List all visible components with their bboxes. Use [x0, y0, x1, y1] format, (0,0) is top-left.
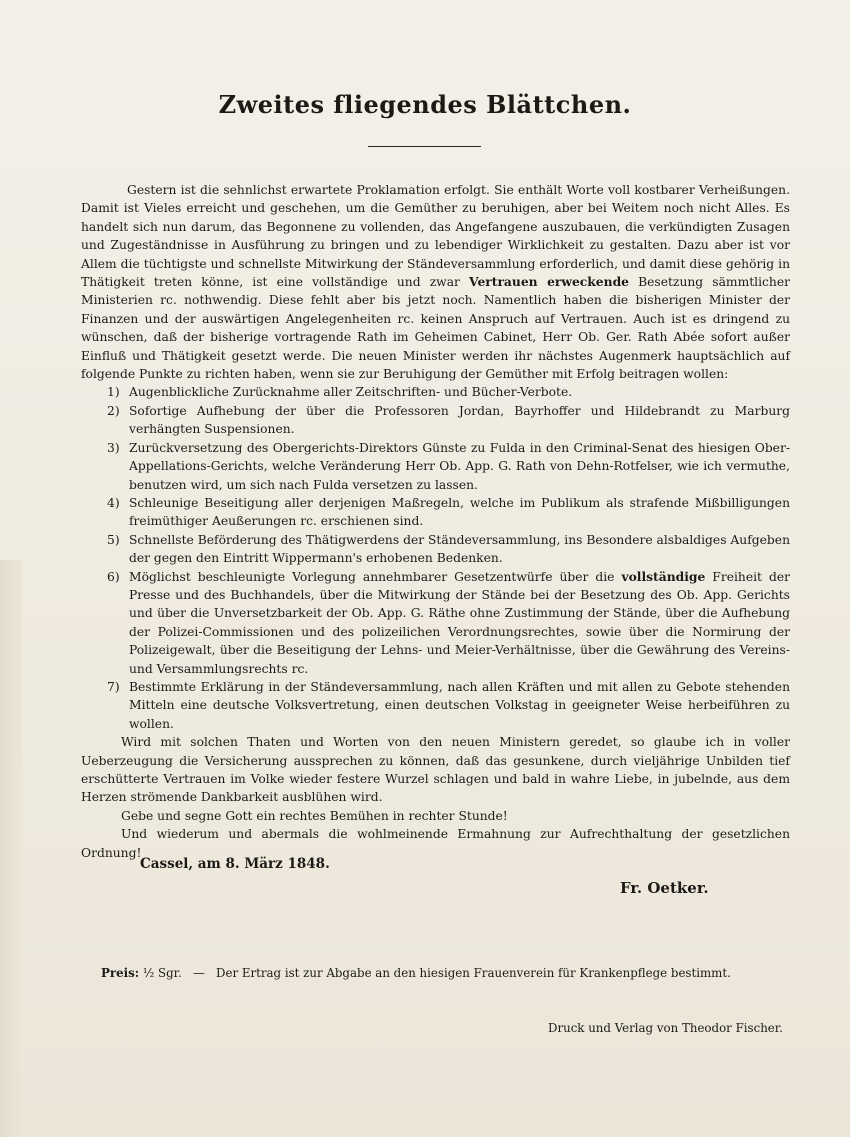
price-note: Der Ertrag ist zur Abgabe an den hiesigen Frauenverein für Krankenpflege bestimmt.	[216, 966, 731, 980]
document-body	[81, 181, 790, 862]
admonition-line: Und wiederum und abermals die wohlmeinende Ermahnung zur Aufrechthaltung der gesetzlichen Ordnung!	[81, 827, 790, 860]
intro-paragraph	[81, 181, 790, 383]
closing-paragraph: Wird mit solchen Thaten und Worten von den neuen Ministern geredet, so glaube ich in voller Ueberzeugung die Versicherung aussprechen zu können, daß das gesunkene, durch vieljährige Unbilden tief erschütterte Vertrauen im Volke wieder festere Wurzel schlagen und bald in wahre Liebe, in jubelnde, aus dem Herzen strömende Dankbarkeit ausblühen wird.	[81, 735, 790, 805]
closing-section	[81, 733, 790, 862]
item-text: Augenblickliche Zurücknahme aller Zeitschriften- und Bücher-Verbote.	[129, 385, 573, 400]
item-number: 7)	[107, 679, 120, 694]
list-item	[81, 383, 790, 401]
printer-imprint: Druck und Verlag von Theodor Fischer.	[548, 1021, 783, 1035]
intro-emphasis: Vertrauen erweckende	[469, 274, 629, 290]
place-and-date: Cassel, am 8. März 1848.	[140, 856, 330, 872]
author-signature: Fr. Oetker.	[620, 879, 709, 897]
list-item	[81, 439, 790, 494]
intro-text-end: Besetzung sämmtlicher Ministerien rc. nothwendig. Diese fehlt aber bis jetzt noch. Namentlich haben die bisherigen Minister der Finanzen und der auswärtigen Angelegenheiten rc. keinen Anspruch auf Vertrauen. Auch ist es dringend zu wünschen, daß der bisherige vortragende Rath im Geheimen Cabinet, Herr Ob. Ger. Rath Abée sofort außer Einfluß und Thätigkeit gesetzt werde. Die neuen Minister werden ihr nächstes Augenmerk hauptsächlich auf folgende Punkte zu richten haben, wenn sie zur Beruhigung der Gemüther mit Erfolg beitragen wollen:	[81, 275, 790, 382]
blessing-line: Gebe und segne Gott ein rechtes Bemühen in rechter Stunde!	[121, 808, 508, 823]
list-item	[81, 568, 790, 678]
item-text-end: Freiheit der Presse und des Buchhandels, über die Mitwirkung der Stände bei der Besetzung des Ob. App. Gerichts und über die Unversetzbarkeit der Ob. App. G. Räthe ohne Zustimmung der Stände, über die Aufhebung der Polizei-Commissionen und des polizeilichen Verordnungsrechtes, sowie über die Normirung der Polizeigewalt, über die Beseitigung der Lehns- und Meier-Verhältnisse, über die Gewährung des Vereins- und Versammlungsrechts rc.	[129, 569, 790, 676]
item-number: 6)	[107, 569, 120, 584]
intro-text-start: Gestern ist die sehnlichst erwartete Proklamation erfolgt. Sie enthält Worte voll kostbarer Verheißungen. Damit ist Vieles erreicht und geschehen, um die Gemüther zu beruhigen, aber bei Weitem noch nicht Alles. Es handelt sich nun darum, das Begonnene zu vollenden, das Angefangene auszubauen, die verkündigten Zusagen und Zugeständnisse in Ausführung zu bringen und zu lebendiger Wirklichkeit zu gestalten. Dazu aber ist vor Allem die tüchtigste und schnellste Mitwirkung der Ständeversammlung erforderlich, und damit diese gehörig in Thätigkeit treten könne, ist eine vollständige und zwar	[81, 183, 790, 290]
item-text: Sofortige Aufhebung der über die Professoren Jordan, Bayrhoffer und Hildebrandt zu Marburg verhängten Suspensionen.	[129, 403, 790, 437]
list-item	[81, 531, 790, 568]
price-label: Preis:	[101, 966, 140, 980]
folded-page-edge	[0, 560, 22, 1137]
item-number: 3)	[107, 440, 120, 455]
price-dash: —	[193, 966, 205, 980]
item-number: 4)	[107, 495, 120, 510]
item-text-start: Möglichst beschleunigte Vorlegung annehmbarer Gesetzentwürfe über die	[129, 569, 622, 584]
item-number: 1)	[107, 385, 120, 400]
item-text: Bestimmte Erklärung in der Ständeversammlung, nach allen Kräften und mit allen zu Gebote stehenden Mitteln eine deutsche Volksvertretung, einen deutschen Volkstag in geeigneter Weise herbeiführen zu wollen.	[129, 679, 790, 731]
title-divider	[368, 146, 481, 147]
item-emphasis: vollständige	[621, 568, 706, 584]
item-text: Schnellste Beförderung des Thätigwerdens der Ständeversammlung, ins Besondere alsbaldiges Aufgeben der gegen den Eintritt Wippermann's erhobenen Bedenken.	[129, 532, 790, 566]
list-item	[81, 402, 790, 439]
document-title: Zweites fliegendes Blättchen.	[218, 90, 632, 119]
demands-list	[81, 383, 790, 733]
list-item	[81, 678, 790, 733]
price-line	[101, 966, 801, 980]
item-number: 5)	[107, 532, 120, 547]
price-value: ½ Sgr.	[142, 966, 182, 980]
item-text: Schleunige Beseitigung aller derjenigen Maßregeln, welche im Publikum als strafende Mißbilligungen freimüthiger Aeußerungen rc. erschienen sind.	[129, 495, 790, 529]
item-number: 2)	[107, 403, 120, 418]
item-text: Zurückversetzung des Obergerichts-Direktors Günste zu Fulda in den Criminal-Senat des hiesigen Ober-Appellations-Gerichts, welche Veränderung Herr Ob. App. G. Rath von Dehn-Rotfelser, wie ich vermuthe, benutzen wird, um sich nach Fulda versetzen zu lassen.	[129, 440, 790, 492]
list-item	[81, 494, 790, 531]
